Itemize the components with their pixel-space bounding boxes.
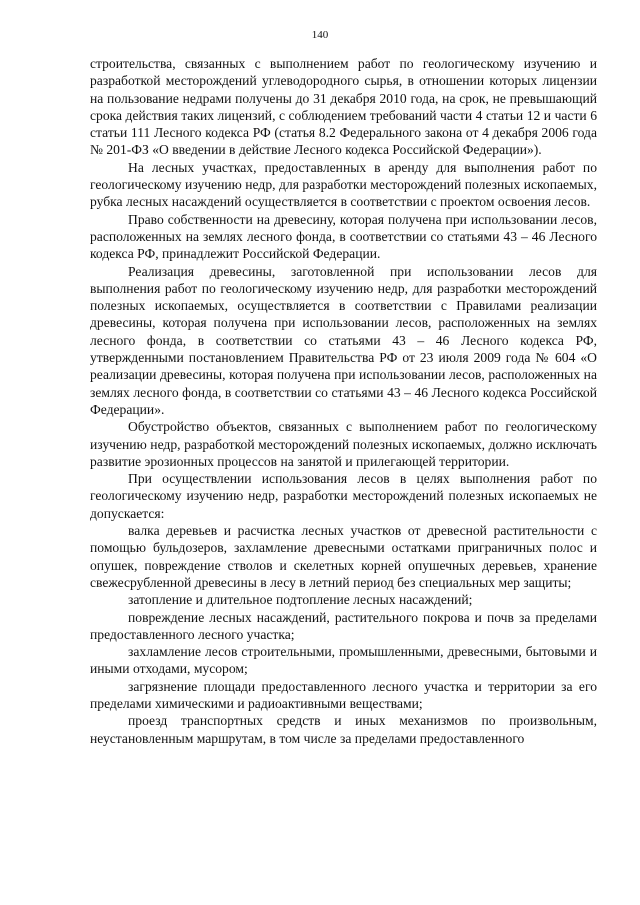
paragraph: При осуществлении использования лесов в целях выполнения работ по геологическому изучению недр, разработки месторождений полезных ископаемых не допускается: (90, 471, 597, 521)
paragraph: строительства, связанных с выполнением работ по геологическому изучению и разработкой месторождений углеводородного сырья, в отношении которых лицензии на пользование недрами получены до 31 декабря 2010 года, на срок, не превышающий срока действия таких лицензий, с соблюдением требований части 4 статьи 12 и части 6 статьи 111 Лесного кодекса РФ (статья 8.2 Федерального закона от 4 декабря 2006 года № 201-ФЗ «О введении в действие Лесного кодекса Российской Федерации»). (90, 56, 597, 158)
paragraph: На лесных участках, предоставленных в аренду для выполнения работ по геологическому изучению недр, для разработки месторождений полезных ископаемых, рубка лесных насаждений осуществляется в соответствии с проектом освоения лесов. (90, 159, 597, 210)
document-body (90, 55, 597, 747)
paragraph: Реализация древесины, заготовленной при использовании лесов для выполнения работ по геологическому изучению недр, для разработки месторождений полезных ископаемых, осуществляется в соответствии с Правилами реализации древесины, которая получена при использовании лесов, расположенных на землях лесного фонда, в соответствии со статьями 43 – 46 Лесного кодекса РФ, утвержденными постановлением Правительства РФ от 23 июля 2009 года № 604 «О реализации древесины, которая получена при использовании лесов, расположенных на землях лесного фонда, в соответствии со статьями 43 – 46 Лесного кодекса Российской Федерации». (90, 263, 597, 417)
list-item: захламление лесов строительными, промышленными, древесными, бытовыми и иными отходами, мусором; (90, 644, 597, 677)
list-item: загрязнение площади предоставленного лесного участка и территории за его пределами химическими и радиоактивными веществами; (90, 678, 597, 711)
list-item: проезд транспортных средств и иных механизмов по произвольным, неустановленным маршрутам, в том числе за пределами предоставленного (90, 713, 597, 746)
list-item: повреждение лесных насаждений, растительного покрова и почв за пределами предоставленного лесного участка; (90, 609, 597, 642)
list-item: валка деревьев и расчистка лесных участков от древесной растительности с помощью бульдозеров, захламление древесными остатками приграничных полос и опушек, повреждение стволов и скелетных корней опушечных деревьев, хранение свежесрубленной древесины в лесу в летний период без специальных мер защиты; (90, 523, 597, 590)
paragraph: Право собственности на древесину, которая получена при использовании лесов, расположенных на землях лесного фонда, в соответствии со статьями 43 – 46 Лесного кодекса РФ, принадлежит Российской Федерации. (90, 211, 597, 262)
paragraph: Обустройство объектов, связанных с выполнением работ по геологическому изучению недр, разработкой месторождений полезных ископаемых, должно исключать развитие эрозионных процессов на занятой и прилегающей территории. (90, 419, 597, 469)
list-item: затопление и длительное подтопление лесных насаждений; (128, 592, 473, 608)
page-number: 140 (311, 29, 329, 41)
